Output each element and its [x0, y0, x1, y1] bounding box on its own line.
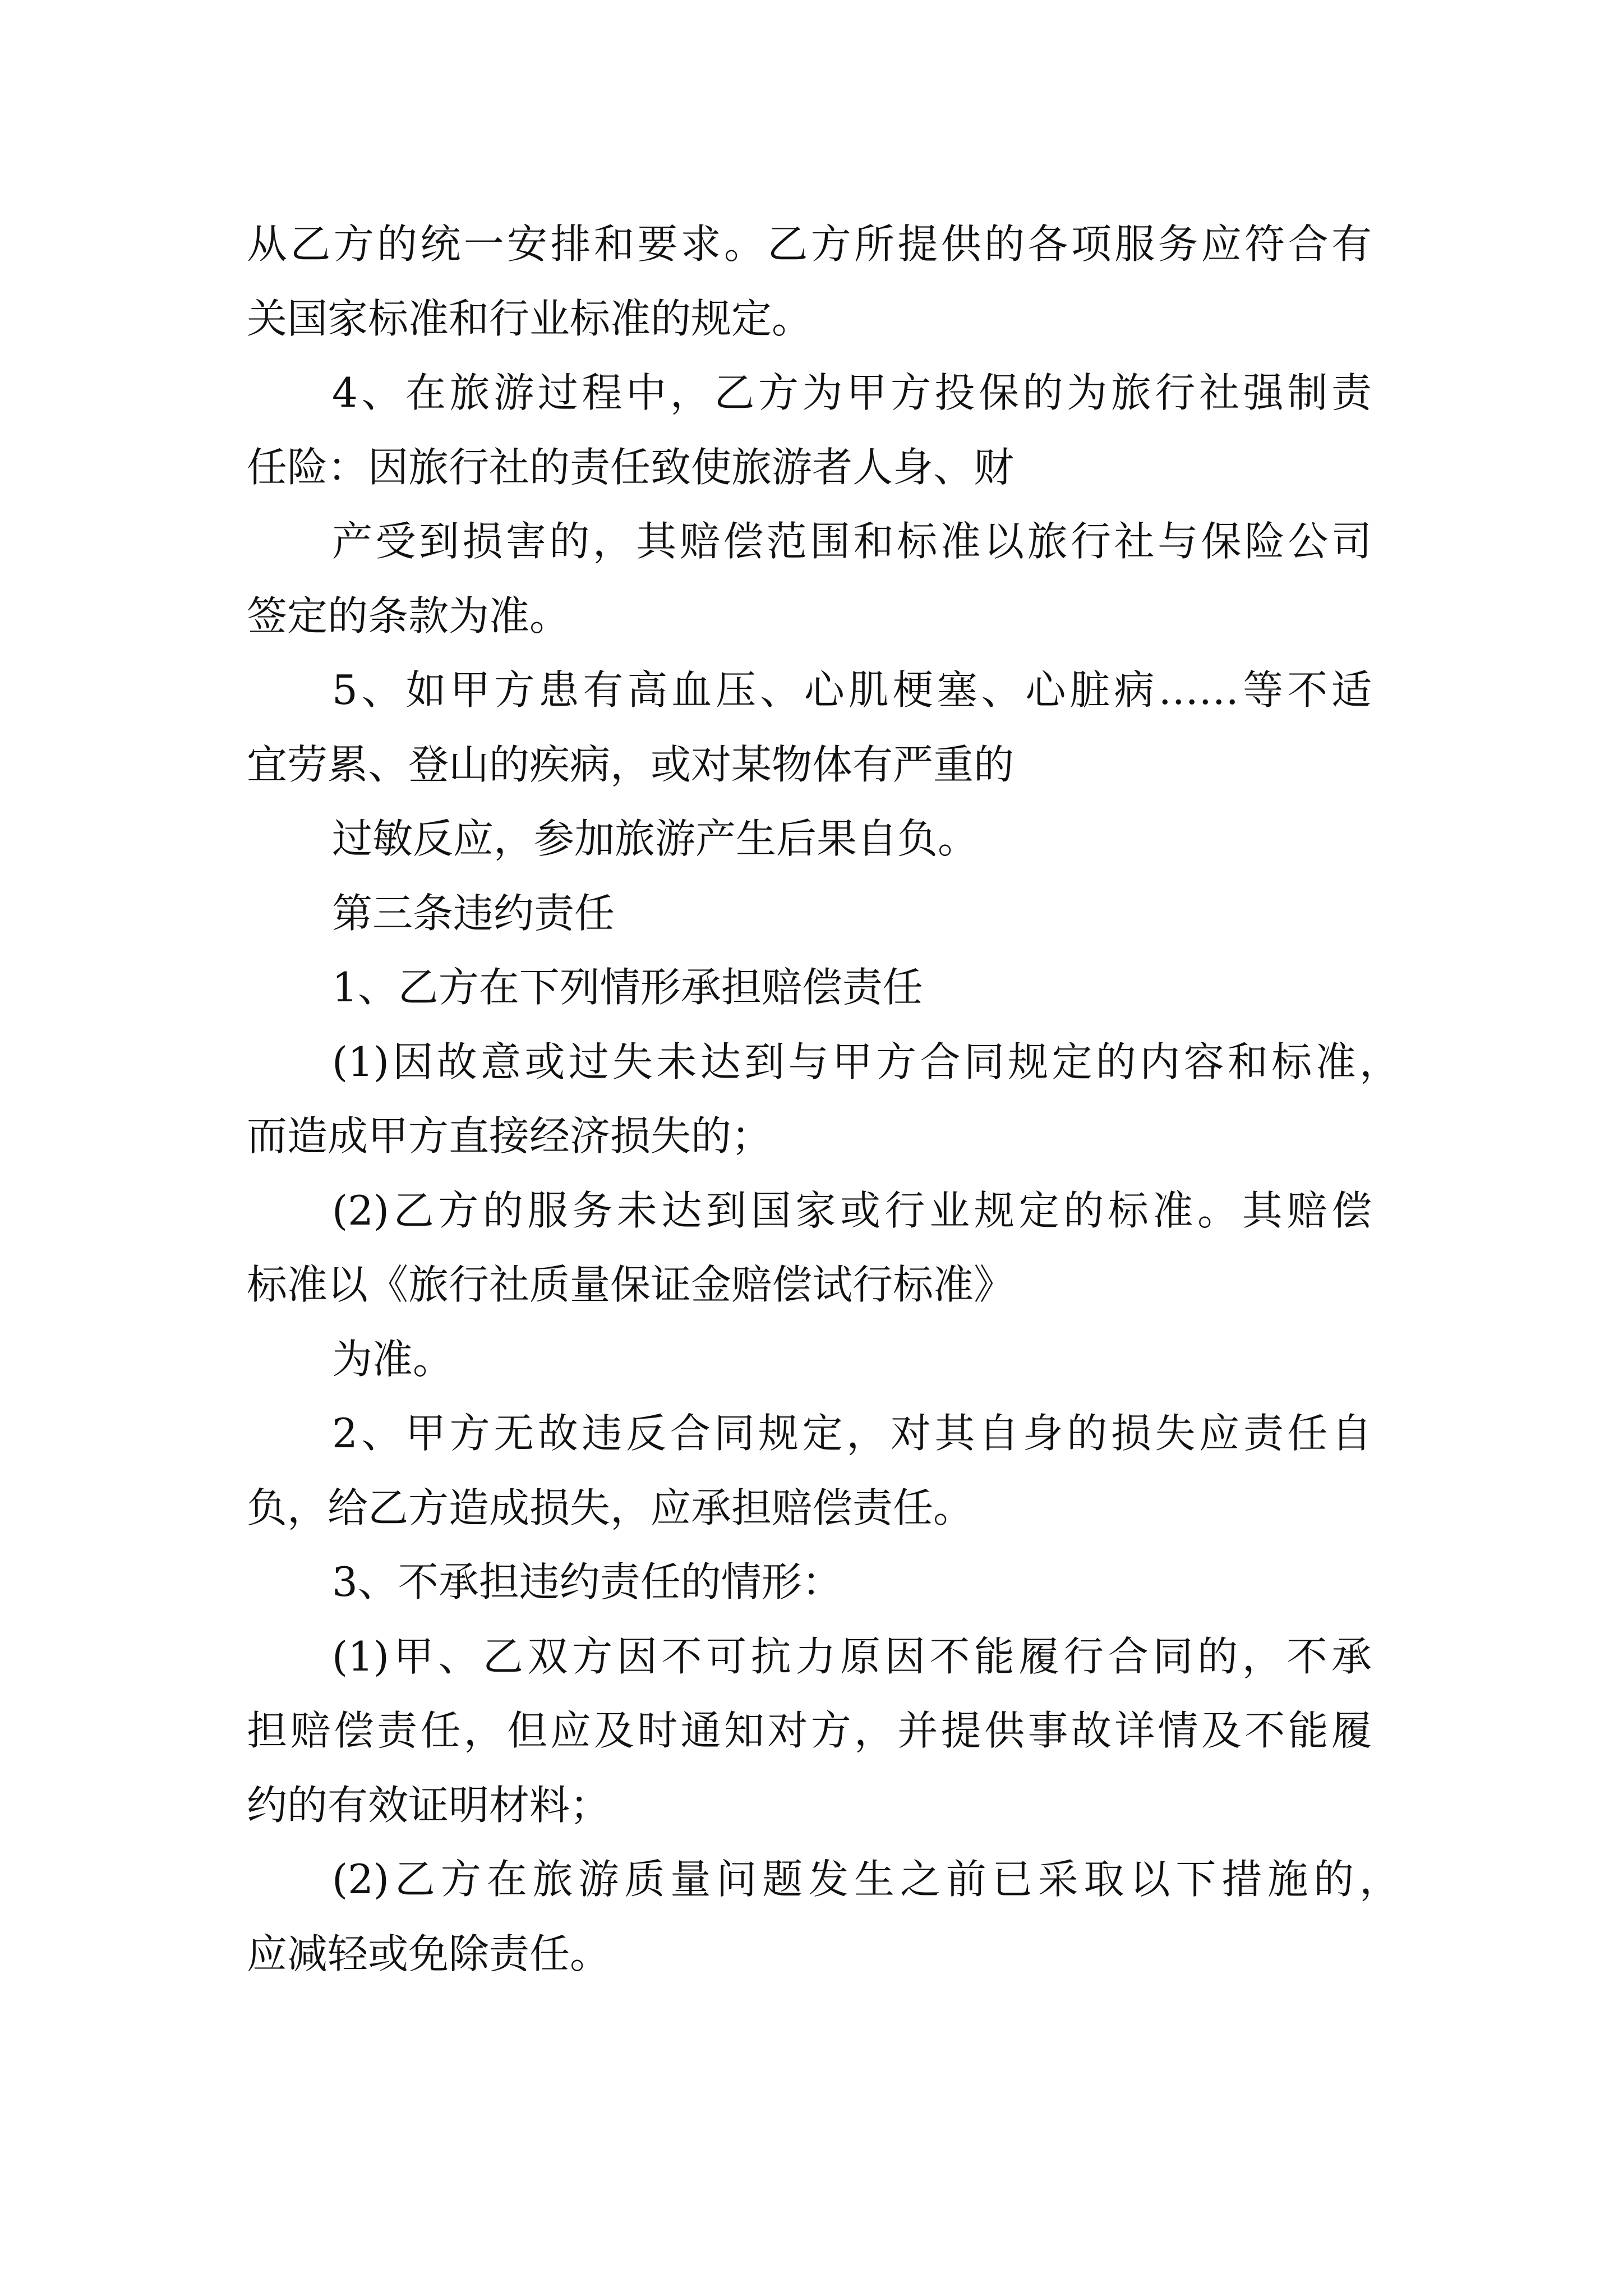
text-line: (2)乙方在旅游质量问题发生之前已采取以下措施的， — [332, 1856, 1400, 1903]
text-line: 签定的条款为准。 — [247, 592, 570, 639]
text-line: (1)甲、乙双方因不可抗力原因不能履行合同的，不承 — [332, 1633, 1372, 1680]
text-line: 任险：因旅行社的责任致使旅游者人身、财 — [247, 444, 1015, 491]
text-line: 而造成甲方直接经济损失的； — [247, 1112, 772, 1159]
text-line: 从乙方的统一安排和要求。乙方所提供的各项服务应符合有 — [247, 220, 1372, 268]
text-line: 担赔偿责任，但应及时通知对方，并提供事故详情及不能履 — [247, 1707, 1372, 1754]
text-line: 宜劳累、登山的疾病，或对某物体有严重的 — [247, 741, 1015, 788]
text-line: 3、不承担违约责任的情形： — [332, 1558, 842, 1605]
text-line: 关国家标准和行业标准的规定。 — [247, 295, 813, 342]
text-line: 负，给乙方造成损失，应承担赔偿责任。 — [247, 1484, 974, 1531]
text-line: 约的有效证明材料； — [247, 1782, 611, 1829]
text-line: 产受到损害的，其赔偿范围和标准以旅行社与保险公司 — [332, 518, 1372, 565]
text-line: 4、在旅游过程中，乙方为甲方投保的为旅行社强制责 — [332, 369, 1372, 416]
text-line: 5、如甲方患有高血压、心肌梗塞、心脏病……等不适 — [332, 666, 1372, 714]
text-line: (2)乙方的服务未达到国家或行业规定的标准。其赔偿 — [332, 1187, 1372, 1234]
section-heading: 第三条违约责任 — [332, 890, 615, 937]
text-line: 为准。 — [332, 1336, 454, 1383]
text-line: 1、乙方在下列情形承担赔偿责任 — [332, 964, 923, 1011]
text-line: (1)因故意或过失未达到与甲方合同规定的内容和标准， — [332, 1038, 1400, 1085]
text-line: 2、甲方无故违反合同规定，对其自身的损失应责任自 — [332, 1410, 1372, 1457]
text-line: 标准以《旅行社质量保证金赔偿试行标准》 — [247, 1261, 1015, 1308]
text-line: 过敏反应，参加旅游产生后果自负。 — [332, 815, 979, 862]
text-line: 应减轻或免除责任。 — [247, 1930, 611, 1977]
